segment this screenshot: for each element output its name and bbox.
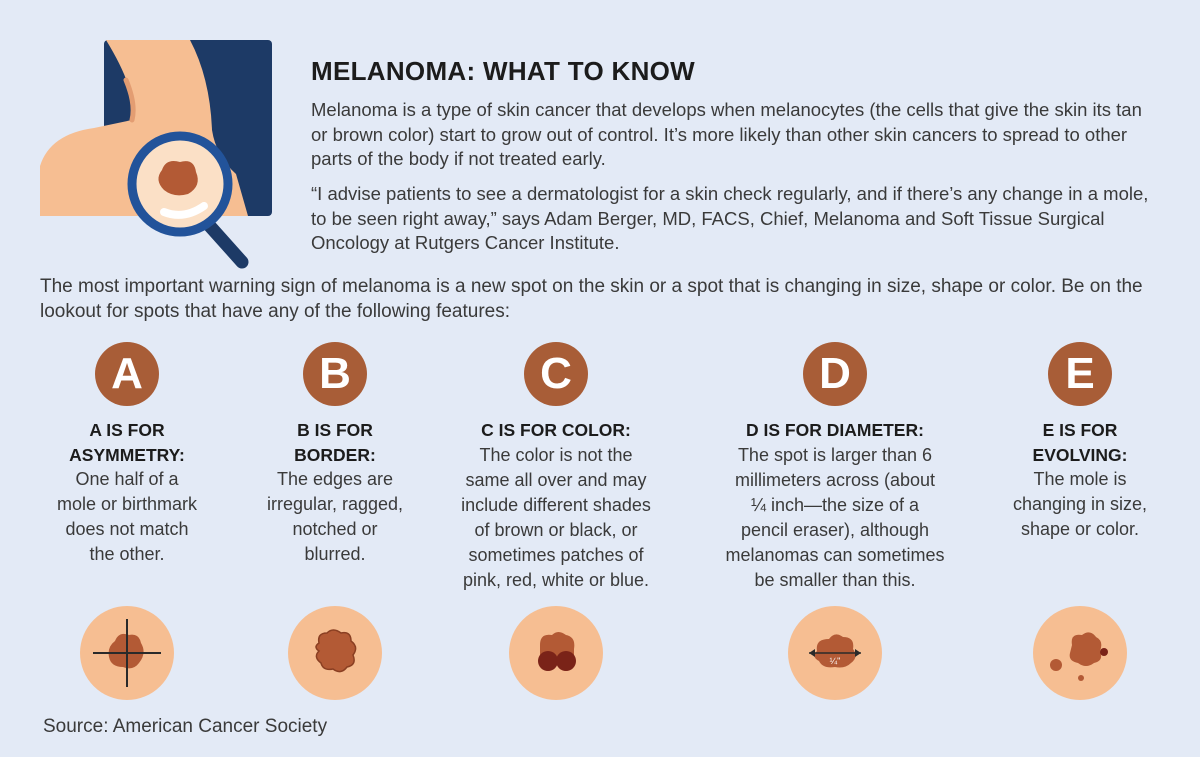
feature-text-line: the other. xyxy=(89,544,165,564)
feature-description xyxy=(705,443,965,593)
letter-badge: D xyxy=(803,342,867,406)
feature-text-line: millimeters across (about xyxy=(734,469,936,490)
feature-description xyxy=(245,467,425,567)
feature-text-line: pink, red, white or blue. xyxy=(462,569,650,590)
border-mole-icon xyxy=(287,605,383,701)
source-credit: Source: American Cancer Society xyxy=(43,716,328,737)
feature-heading-line: ASYMMETRY: xyxy=(69,444,185,465)
feature-heading-line: B IS FOR xyxy=(297,420,373,440)
feature-text-line: pencil eraser), although xyxy=(740,519,930,540)
magnifier-illustration xyxy=(40,38,280,270)
feature-text-line: The spot is larger than 6 xyxy=(737,444,933,465)
feature-text-line: sometimes patches of xyxy=(468,544,644,565)
magnified-mole xyxy=(158,161,197,195)
asymmetry-mole-icon xyxy=(79,605,175,701)
feature-text-line: The color is not the xyxy=(479,444,633,465)
evolving-mole-icon xyxy=(1032,605,1128,701)
feature-description xyxy=(32,467,222,567)
feature-text-line: does not match xyxy=(65,519,189,539)
diameter-mole-icon xyxy=(787,605,883,701)
letter-badge: A xyxy=(95,342,159,406)
feature-text-line: irregular, ragged, xyxy=(266,494,404,514)
feature-text-line: same all over and may xyxy=(465,469,647,490)
feature-text-line: One half of a xyxy=(75,469,179,489)
feature-heading-line: EVOLVING: xyxy=(1032,444,1128,465)
feature-border xyxy=(245,342,425,567)
feature-heading xyxy=(32,418,222,467)
page-title: MELANOMA: WHAT TO KNOW xyxy=(311,56,696,86)
letter-badge: B xyxy=(303,342,367,406)
feature-text-line: shape or color. xyxy=(1020,519,1140,539)
feature-text-line: The mole is xyxy=(1033,469,1127,489)
feature-color xyxy=(441,342,671,593)
feature-text-line: The edges are xyxy=(276,469,394,489)
feature-text-line: melanomas can sometimes xyxy=(725,544,945,565)
feature-heading xyxy=(990,418,1170,467)
feature-heading xyxy=(441,418,671,443)
feature-text-line: notched or xyxy=(292,519,378,539)
feature-text-line: mole or birthmark xyxy=(56,494,198,514)
warning-sign-intro: The most important warning sign of melanoma is a new spot on the skin or a spot that is changing in size, shape or color. Be on the lookout for spots that have any of the following features: xyxy=(40,276,1143,322)
feature-heading xyxy=(245,418,425,467)
feature-text-line: changing in size, xyxy=(1012,494,1148,514)
feature-text-line: ¼ inch—the size of a xyxy=(750,494,920,515)
feature-text-line: of brown or black, or xyxy=(474,519,638,540)
feature-heading xyxy=(705,418,965,443)
color-mole-icon xyxy=(508,605,604,701)
letter-badge: C xyxy=(524,342,588,406)
feature-heading-line: BORDER: xyxy=(294,444,376,465)
feature-heading-line: D IS FOR DIAMETER: xyxy=(746,420,924,440)
feature-asymmetry xyxy=(32,342,222,567)
feature-text-line: be smaller than this. xyxy=(754,569,916,590)
description-paragraph: Melanoma is a type of skin cancer that develops when melanocytes (the cells that give the skin its tan or brown color) start to grow out of control. It’s more likely than other skin cancers to spread to other parts of the body if not treated early. xyxy=(311,99,1142,169)
quote-paragraph: “I advise patients to see a dermatologist for a skin check regularly, and if there’s any change in a mole, to be seen right away,” says Adam Berger, MD, FACS, Chief, Melanoma and Soft Tissue Surgical Oncology at Rutgers Cancer Institute. xyxy=(311,183,1149,253)
feature-description xyxy=(441,443,671,593)
feature-heading-line: C IS FOR COLOR: xyxy=(481,420,631,440)
feature-description xyxy=(990,467,1170,542)
letter-badge: E xyxy=(1048,342,1112,406)
feature-diameter xyxy=(705,342,965,593)
feature-heading-line: E IS FOR xyxy=(1042,420,1118,440)
feature-text-line: blurred. xyxy=(304,544,366,564)
magnifier-handle xyxy=(208,224,242,262)
feature-text-line: include different shades xyxy=(461,494,651,515)
diameter-label: ¼" xyxy=(829,656,841,666)
feature-heading-line: A IS FOR xyxy=(89,420,165,440)
feature-evolving xyxy=(990,342,1170,542)
